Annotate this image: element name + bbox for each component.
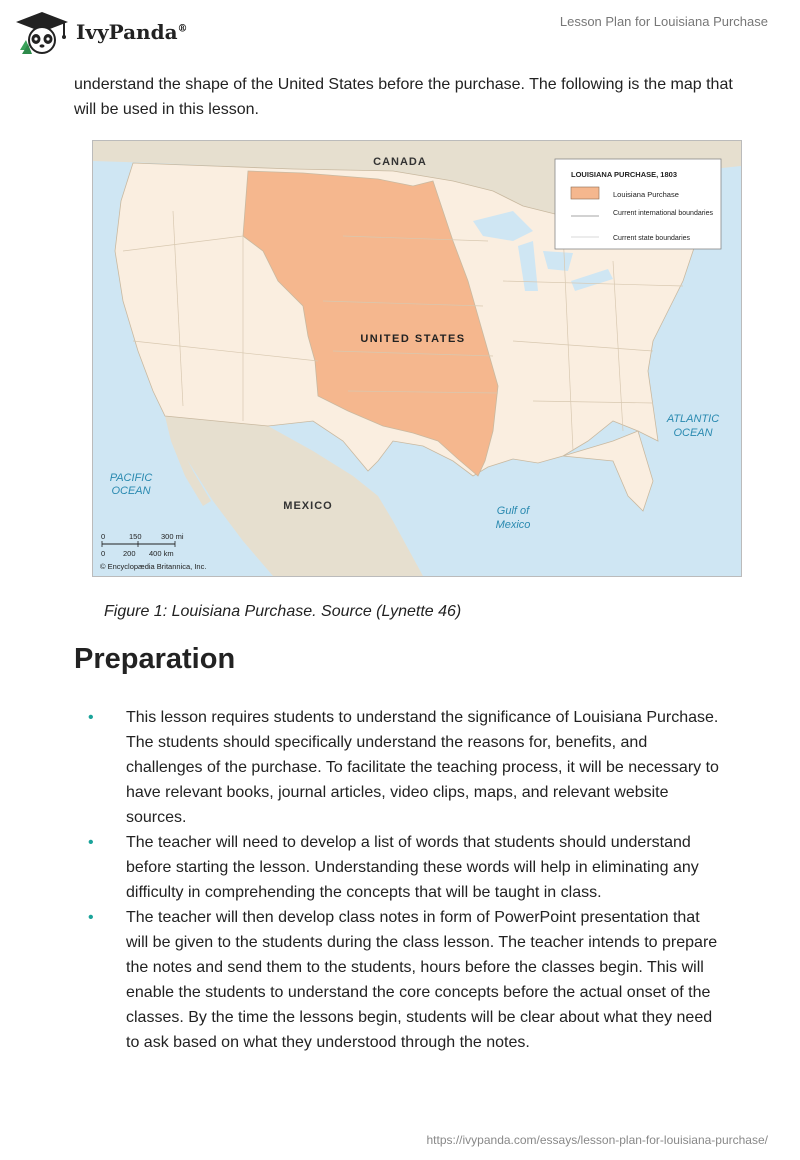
scale-km-400: 400 km <box>149 549 174 558</box>
mexico-label: MEXICO <box>283 500 333 512</box>
legend-title: LOUISIANA PURCHASE, 1803 <box>571 170 677 179</box>
gulf-label-1: Gulf of <box>496 505 530 517</box>
legend-swatch-purchase <box>571 187 599 199</box>
brand-name: IvyPanda® <box>76 20 188 44</box>
list-item <box>0 905 726 1055</box>
panda-mascot-icon <box>14 10 70 54</box>
legend-item-purchase: Louisiana Purchase <box>613 190 679 199</box>
bullet-dot-icon: • <box>88 834 94 851</box>
legend-item-international: Current international boundaries <box>613 210 714 217</box>
united-states-label: UNITED STATES <box>360 333 466 345</box>
page-header <box>0 0 800 64</box>
scale-km-200: 200 <box>123 549 136 558</box>
bullet-dot-icon: • <box>88 709 94 726</box>
bullet-dot-icon: • <box>88 909 94 926</box>
intro-paragraph: understand the shape of the United States before the purchase. The following is the map that will be used in this lesson. <box>74 76 733 118</box>
footer-url-link[interactable]: https://ivypanda.com/essays/lesson-plan-for-louisiana-purchase/ <box>426 1133 768 1147</box>
atlantic-ocean-label-2: OCEAN <box>673 427 713 439</box>
figure-caption: Figure 1: Louisiana Purchase. Source (Lynette 46) <box>104 603 462 620</box>
list-item <box>0 705 726 830</box>
document-title: Lesson Plan for Louisiana Purchase <box>559 14 768 29</box>
ivypanda-logo[interactable] <box>14 10 188 54</box>
list-item <box>0 830 726 905</box>
section-heading-preparation: Preparation <box>74 643 236 675</box>
pacific-ocean-label-2: OCEAN <box>111 485 151 497</box>
canada-label: CANADA <box>373 156 427 168</box>
scale-mi-0: 0 <box>101 532 106 541</box>
pacific-ocean-label-1: PACIFIC <box>109 472 153 484</box>
preparation-list <box>0 705 800 1055</box>
map-legend <box>555 159 721 249</box>
gulf-label-2: Mexico <box>495 519 531 531</box>
list-item-text: This lesson requires students to understand the significance of Louisiana Purchase. The students should specifically understand the reasons for, benefits, and challenges of the purchase. To facilitate the teaching process, it will be necessary to have relevant books, journal articles, video clips, maps, and relevant website sources. <box>126 709 719 826</box>
scale-km-0: 0 <box>101 549 106 558</box>
scale-mi-300: 300 mi <box>161 532 184 541</box>
louisiana-purchase-map <box>92 140 742 577</box>
list-item-text: The teacher will need to develop a list of words that students should understand before starting the lesson. Understanding these words will help in eliminating any difficulty in comprehending the concepts that will be taught in class. <box>126 834 699 901</box>
map-credit: © Encyclopædia Britannica, Inc. <box>100 562 207 571</box>
map-graphic <box>93 141 741 576</box>
scale-mi-150: 150 <box>129 532 142 541</box>
legend-item-state: Current state boundaries <box>613 235 691 242</box>
atlantic-ocean-label-1: ATLANTIC <box>666 413 720 425</box>
list-item-text: The teacher will then develop class notes in form of PowerPoint presentation that will be given to the students during the class lesson. The teacher intends to prepare the notes and send them to the students, hours before the classes begin. This will enable the students to understand the core concepts before the actual onset of the classes. By the time the lessons begin, students will be clear about what they need to ask based on what they understood through the notes. <box>126 909 718 1051</box>
